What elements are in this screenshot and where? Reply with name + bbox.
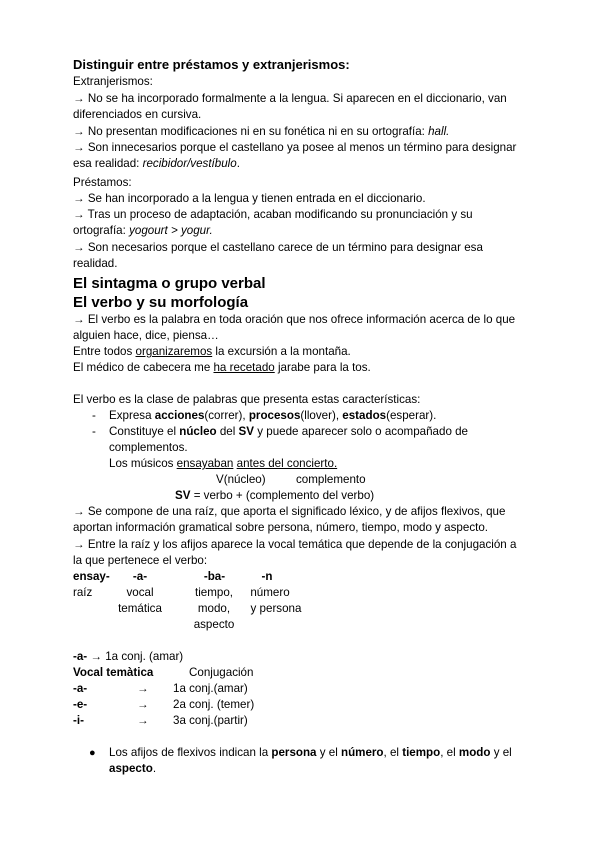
text-line: → Se compone de una raíz, que aporta el significado léxico, y de afijos flexivos, que xyxy=(73,505,506,518)
label-v-nucleo: V(núcleo) xyxy=(216,473,266,486)
list-dash: - xyxy=(92,425,96,438)
list-dash: - xyxy=(92,409,96,422)
sv-formula: SV = verbo + (complemento del verbo) xyxy=(175,489,375,502)
section-heading-prestamos: Distinguir entre préstamos y extranjerismos: xyxy=(73,57,350,72)
vocal-table-header: Conjugación xyxy=(189,666,254,679)
arrow-icon: → xyxy=(137,682,149,695)
prestamos-label: Préstamos: xyxy=(73,176,132,189)
extranjerismos-label: Extranjerismos: xyxy=(73,75,153,88)
morph-vowel: -a- xyxy=(132,570,148,583)
arrow-icon: → xyxy=(137,714,149,727)
example-sentence: Los músicos ensayaban antes del concierto. xyxy=(109,457,338,470)
morph-label: aspecto xyxy=(193,618,235,631)
text-line: El verbo es la clase de palabras que presenta estas características: xyxy=(73,393,421,406)
list-item: Expresa acciones(correr), procesos(llover), estados(esperar). xyxy=(109,409,437,422)
text-line: alguien hace, dice, piensa… xyxy=(73,329,219,342)
vocal-table-cell: 3a conj.(partir) xyxy=(173,714,248,727)
morph-label: número xyxy=(250,586,290,599)
text-line: → Son innecesarios porque el castellano ya posee al menos un término para designar xyxy=(73,141,517,154)
text-line: ortografía: yogourt > yogur. xyxy=(73,224,213,237)
text-line: → Se han incorporado a la lengua y tienen entrada en el diccionario. xyxy=(73,192,426,205)
morph-tense: -ba- xyxy=(203,570,226,583)
text-line: aportan información gramatical sobre persona, número, tiempo, modo y aspecto. xyxy=(73,521,489,534)
example-sentence: El médico de cabecera me ha recetado jarabe para la tos. xyxy=(73,361,371,374)
vocal-note: -a- → 1a conj. (amar) xyxy=(73,650,184,663)
morph-label: temática xyxy=(118,602,162,615)
bullet-text: Los afijos de flexivos indican la persona y el número, el tiempo, el modo y el xyxy=(109,746,512,759)
vocal-table-cell: -a- xyxy=(73,682,88,695)
list-item: Constituye el núcleo del SV y puede aparecer solo o acompañado de xyxy=(109,425,469,438)
text-line: diferenciados en cursiva. xyxy=(73,108,202,121)
section-title-sintagma: El sintagma o grupo verbal xyxy=(73,275,266,292)
arrow-icon: → xyxy=(137,698,149,711)
text-line: → No presentan modificaciones ni en su fonética ni en su ortografía: hall. xyxy=(73,125,450,138)
text-line: → El verbo es la palabra en toda oración que nos ofrece información acerca de lo que xyxy=(73,313,516,326)
text-line: la que pertenece el verbo: xyxy=(73,554,208,567)
bullet-icon: ● xyxy=(89,747,96,759)
text-line: → No se ha incorporado formalmente a la lengua. Si aparecen en el diccionario, van xyxy=(73,92,507,105)
vocal-table-cell: 1a conj.(amar) xyxy=(173,682,248,695)
vocal-table-header: Vocal temàtica xyxy=(73,666,154,679)
label-complemento: complemento xyxy=(296,473,366,486)
bullet-text-continuation: aspecto. xyxy=(109,762,157,775)
vocal-table-cell: -i- xyxy=(73,714,84,727)
morph-root: ensay- xyxy=(73,570,110,583)
text-line: → Son necesarios porque el castellano carece de un término para designar esa xyxy=(73,241,483,254)
vocal-table-cell: -e- xyxy=(73,698,88,711)
morph-label: vocal xyxy=(126,586,154,599)
morph-label: modo, xyxy=(197,602,231,615)
morph-number: -n xyxy=(261,570,273,583)
text-line: esa realidad: recibidor/vestíbulo. xyxy=(73,157,240,170)
morph-label: tiempo, xyxy=(194,586,234,599)
text-line: realidad. xyxy=(73,257,118,270)
morph-label: y persona xyxy=(250,602,302,615)
morph-label: raíz xyxy=(73,586,93,599)
list-item-continuation: complementos. xyxy=(109,441,188,454)
text-line: → Tras un proceso de adaptación, acaban modificando su pronunciación y su xyxy=(73,208,473,221)
section-subtitle-verbo: El verbo y su morfología xyxy=(73,294,249,311)
vocal-table-cell: 2a conj. (temer) xyxy=(173,698,255,711)
example-sentence: Entre todos organizaremos la excursión a la montaña. xyxy=(73,345,351,358)
text-line: → Entre la raíz y los afijos aparece la vocal temática que depende de la conjugación a xyxy=(73,538,517,551)
